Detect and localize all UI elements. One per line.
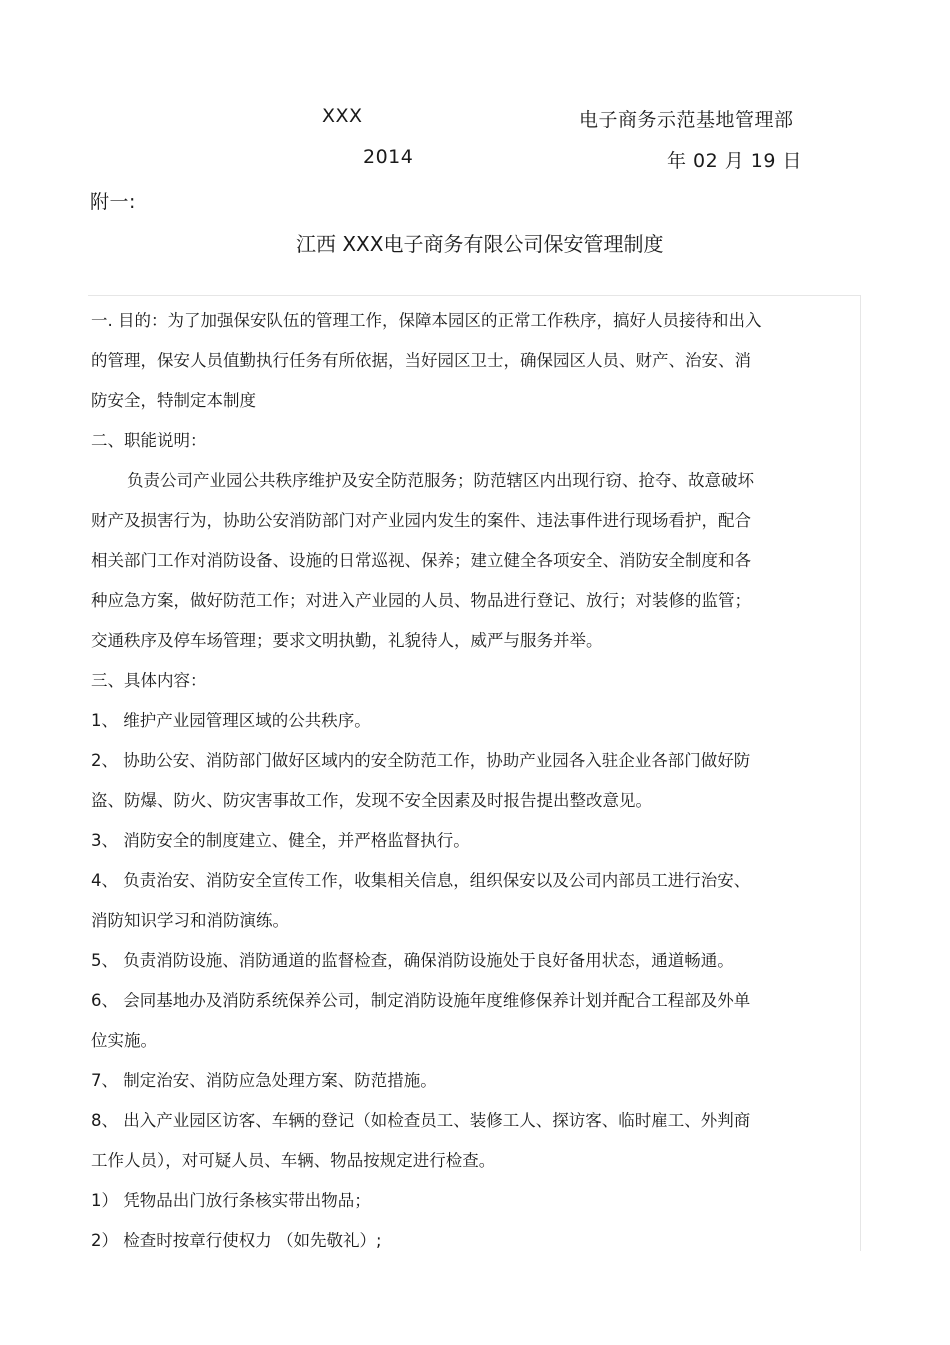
list-item: 4、 负责治安、消防安全宣传工作，收集相关信息，组织保安以及公司内部员工进行治安、	[91, 871, 751, 890]
body-line: 消防知识学习和消防演练。	[91, 911, 289, 930]
body-line: 种应急方案，做好防范工作；对进入产业园的人员、物品进行登记、放行；对装修的监管；	[91, 591, 751, 610]
list-item: 2、 协助公安、消防部门做好区域内的安全防范工作，协助产业园各入驻企业各部门做好防	[91, 751, 751, 770]
body-line: 位实施。	[91, 1031, 157, 1050]
body-line: 工作人员），对可疑人员、车辆、物品按规定进行检查。	[91, 1151, 496, 1170]
body-line: 财产及损害行为，协助公安消防部门对产业园内发生的案件、违法事件进行现场看护，配合	[91, 511, 751, 530]
org-name: 电子商务示范基地管理部	[579, 109, 794, 131]
list-item: 3、 消防安全的制度建立、健全，并严格监督执行。	[91, 831, 470, 850]
section-heading: 二、职能说明：	[91, 431, 207, 450]
date-month-day: 年 02 月 19 日	[667, 150, 803, 172]
body-line: 交通秩序及停车场管理；要求文明执勤，礼貌待人，威严与服务并举。	[91, 631, 603, 650]
body-line: 负责公司产业园公共秩序维护及安全防范服务；防范辖区内出现行窃、抢夺、故意破坏	[127, 471, 754, 490]
attachment-label: 附一:	[90, 191, 136, 213]
list-item: 1、 维护产业园管理区域的公共秩序。	[91, 711, 371, 730]
sub-list-item: 2） 检查时按章行使权力 （如先敬礼）;	[91, 1231, 382, 1250]
list-item: 5、 负责消防设施、消防通道的监督检查，确保消防设施处于良好备用状态，通道畅通。	[91, 951, 734, 970]
body-line: 的管理，保安人员值勤执行任务有所依据，当好园区卫士，确保园区人员、财产、治安、消	[91, 351, 751, 370]
body-line: 一. 目的：为了加强保安队伍的管理工作，保障本园区的正常工作秩序，搞好人员接待和出入	[91, 311, 762, 330]
list-item: 7、 制定治安、消防应急处理方案、防范措施。	[91, 1071, 437, 1090]
body-line: 防安全，特制定本制度	[91, 391, 256, 410]
body-line: 相关部门工作对消防设备、设施的日常巡视、保养；建立健全各项安全、消防安全制度和各	[91, 551, 751, 570]
body-line: 盗、防爆、防火、防灾害事故工作，发现不安全因素及时报告提出整改意见。	[91, 791, 652, 810]
date-year: 2014	[363, 146, 414, 168]
sub-list-item: 1） 凭物品出门放行条核实带出物品；	[91, 1191, 371, 1210]
section-heading: 三、具体内容：	[91, 671, 207, 690]
document-title: 江西 XXX电子商务有限公司保安管理制度	[296, 232, 664, 256]
org-prefix: XXX	[322, 105, 363, 127]
list-item: 8、 出入产业园区访客、车辆的登记（如检查员工、装修工人、探访客、临时雇工、外判商	[91, 1111, 751, 1130]
list-item: 6、 会同基地办及消防系统保养公司，制定消防设施年度维修保养计划并配合工程部及外单	[91, 991, 751, 1010]
